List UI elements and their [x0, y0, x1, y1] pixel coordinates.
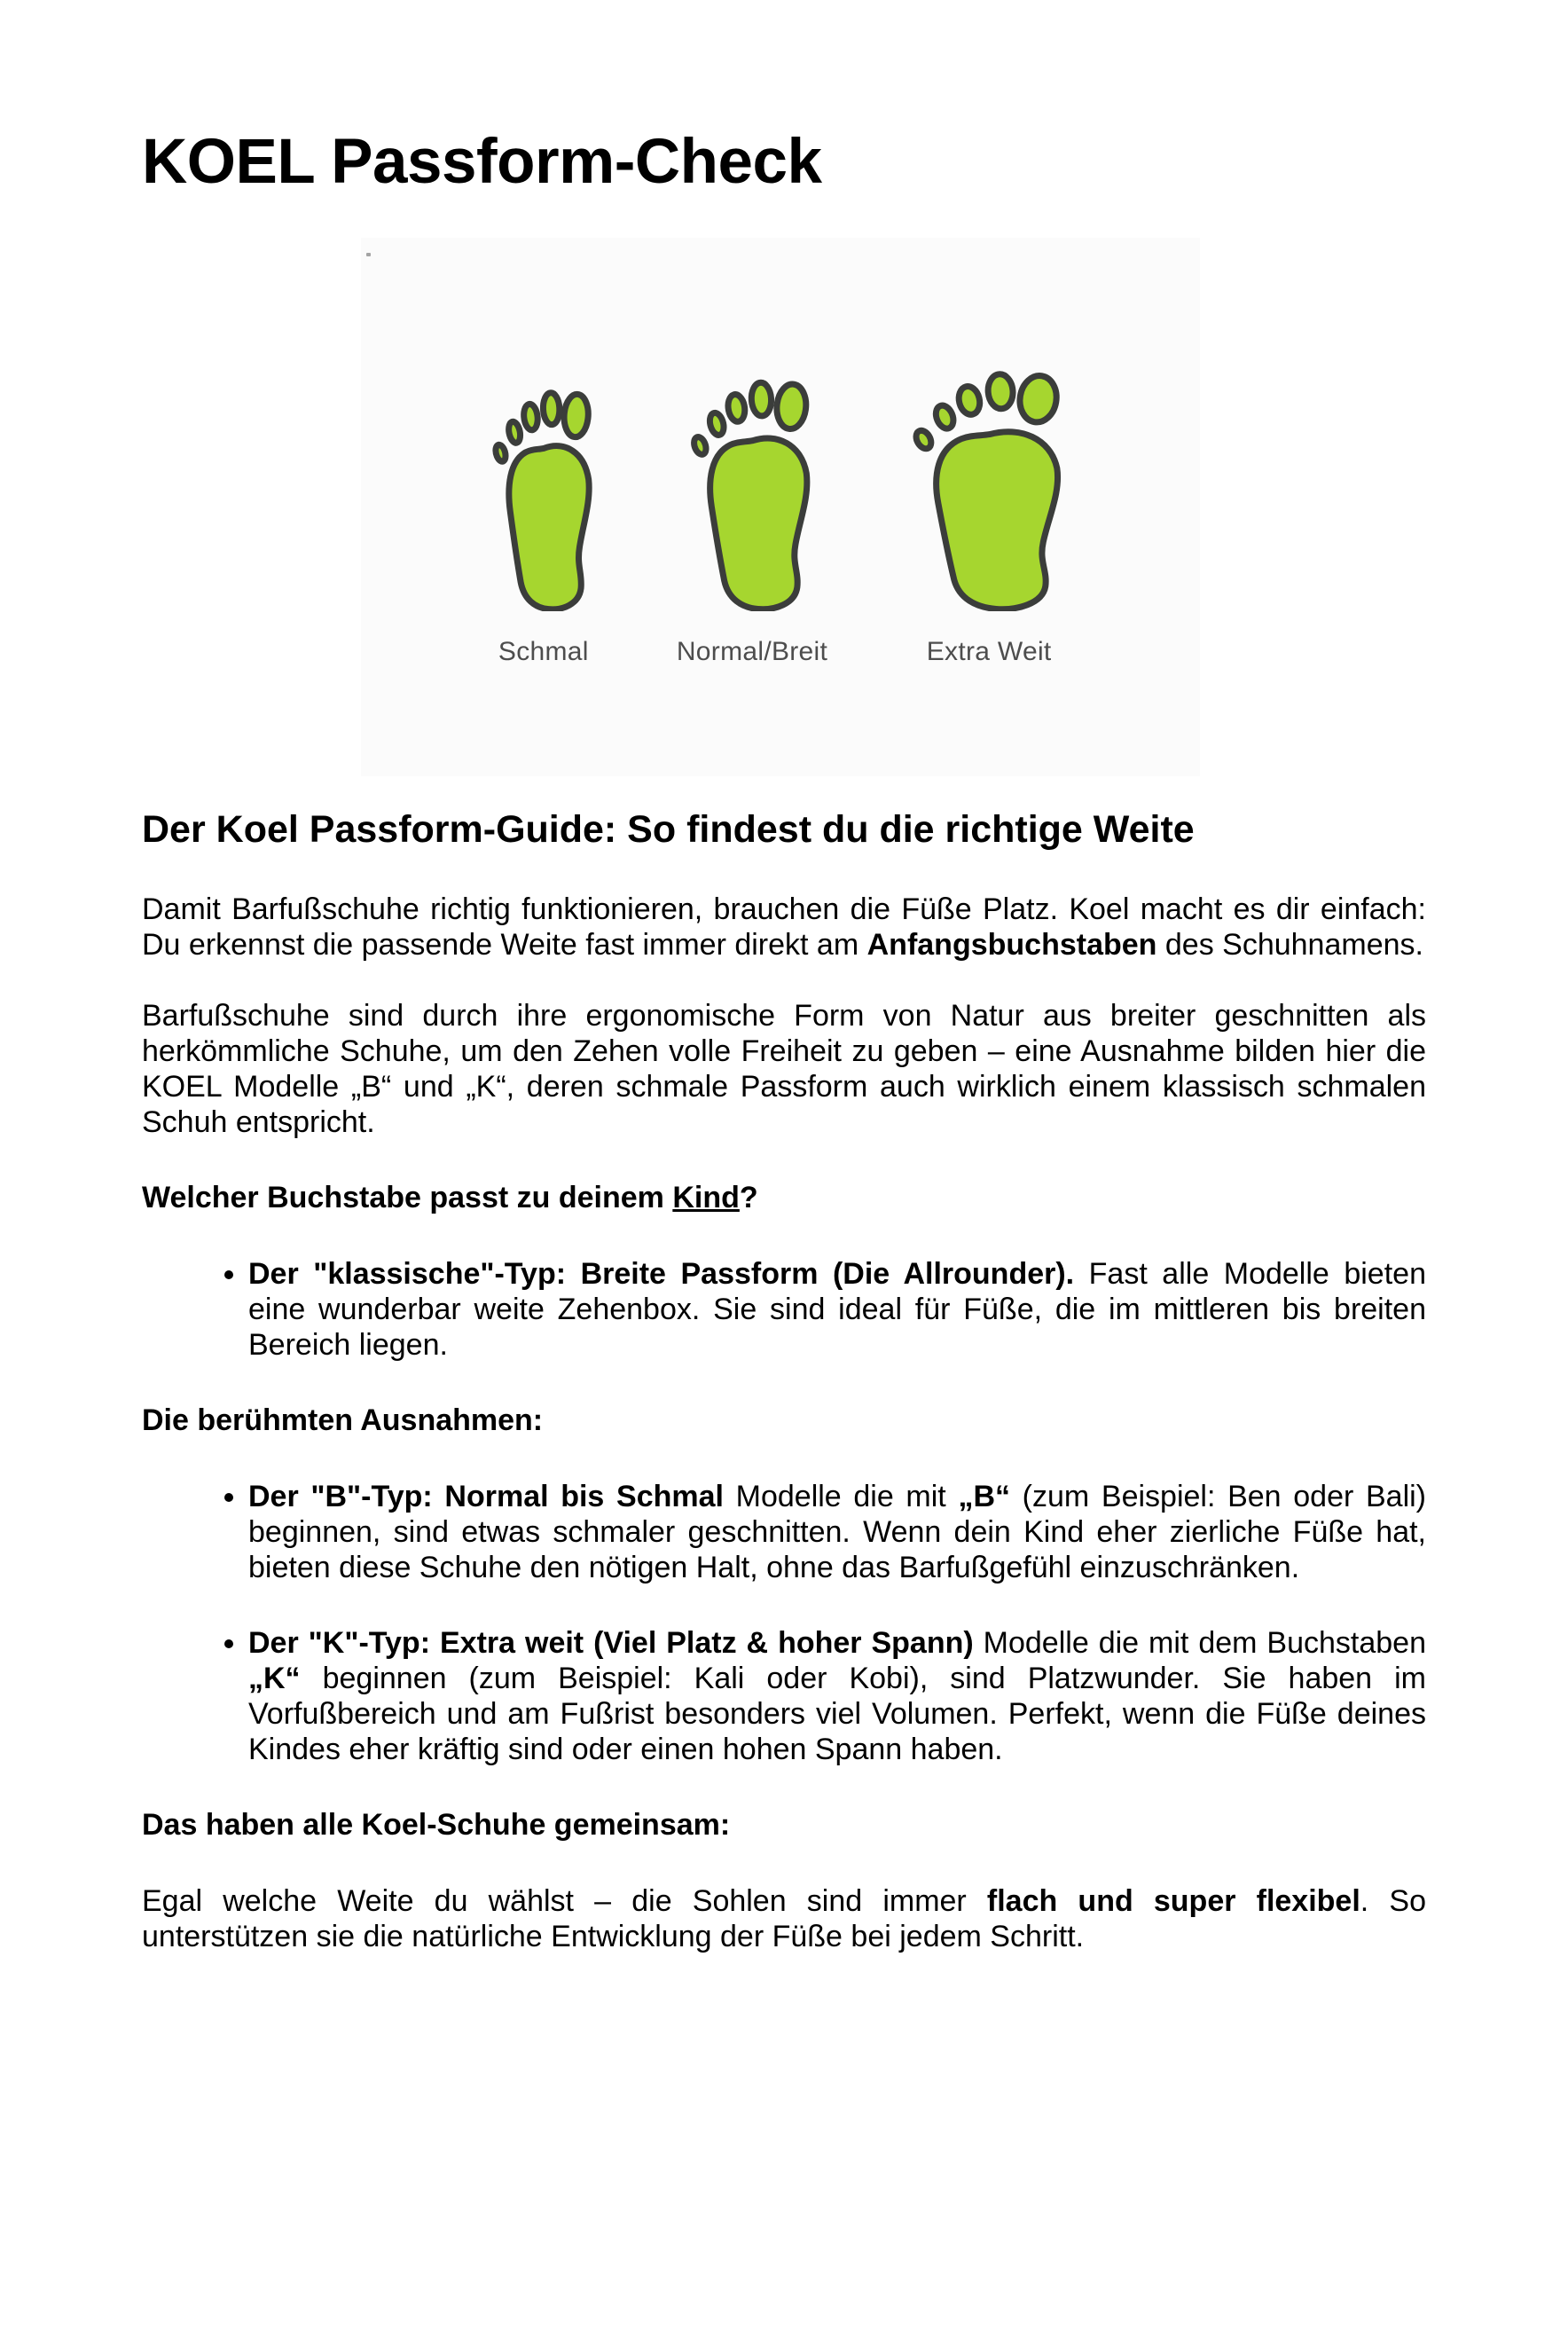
bullet-k-typ: • Der "K"-Typ: Extra weit (Viel Platz & hoher Spann) Modelle die mit dem Buchstaben „K“ beginnen (zum Beispiel: Kali oder Kobi), sind Platzwunder. Sie haben im Vorfußbereich und am Fußrist besonders viel Volumen. Perfekt, wenn die Füße deines Kindes eher kräftig sind oder einen hohen Spann haben.: [248, 1625, 1426, 1767]
image-artifact-speck: [366, 253, 371, 256]
foot-column-normal-breit: [677, 372, 827, 668]
extra-weit-footprint-icon: [906, 363, 1072, 611]
bullet-list-klassisch: [142, 1256, 1426, 1363]
foot-label-normal-breit: Normal/Breit: [676, 637, 828, 666]
foot-column-schmal: [489, 382, 599, 668]
bullet-klassische-typ: • Der "klassische"-Typ: Breite Passform (Die Allrounder). Fast alle Modelle bieten eine wunderbar weite Zehenbox. Sie sind ideal für Füße, die im mittleren bis breiten Bereich liegen.: [248, 1256, 1426, 1363]
foot-width-figure: [361, 238, 1200, 776]
paragraph-barfussschuhe: Barfußschuhe sind durch ihre ergonomische Form von Natur aus breiter geschnitten als herkömmliche Schuhe, um den Zehen volle Freiheit zu geben – eine Ausnahme bilden hier die KOEL Modelle „B“ und „K“, deren schmale Passform auch wirklich einem klassisch schmalen Schuh entspricht.: [142, 999, 1426, 1139]
foot-column-extra-weit: [906, 363, 1072, 668]
paragraph-fazit: Egal welche Weite du wählst – die Sohlen sind immer flach und super flexibel. So unterstützen sie die natürliche Entwicklung der Füße bei jedem Schritt.: [142, 1884, 1426, 1953]
bullet-list-ausnahmen: [142, 1479, 1426, 1767]
subheading-ausnahmen: Die berühmten Ausnahmen:: [142, 1403, 544, 1437]
subheading-gemeinsam: Das haben alle Koel-Schuhe gemeinsam:: [142, 1808, 731, 1842]
foot-label-schmal: Schmal: [498, 637, 589, 666]
section-heading: Der Koel Passform-Guide: So findest du die richtige Weite: [142, 808, 1195, 851]
subheading-welcher-buchstabe: Welcher Buchstabe passt zu deinem Kind?: [142, 1181, 758, 1214]
foot-label-extra-weit: Extra Weit: [926, 637, 1052, 666]
schmal-footprint-icon: [489, 382, 599, 611]
document-page: [0, 124, 1568, 1954]
paragraph-intro: Damit Barfußschuhe richtig funktionieren, brauchen die Füße Platz. Koel macht es dir einfach: Du erkennst die passende Weite fast immer direkt am Anfangsbuchstaben des Schuhnamens.: [142, 892, 1426, 962]
page-title: KOEL Passform-Check: [142, 127, 822, 197]
bullet-b-typ: • Der "B"-Typ: Normal bis Schmal Modelle die mit „B“ (zum Beispiel: Ben oder Bali) beginnen, sind etwas schmaler geschnitten. Wenn dein Kind eher zierliche Füße hat, bieten diese Schuhe den nötigen Halt, ohne das Barfußgefühl einzuschränken.: [248, 1479, 1426, 1585]
normal-breit-footprint-icon: [686, 372, 819, 611]
